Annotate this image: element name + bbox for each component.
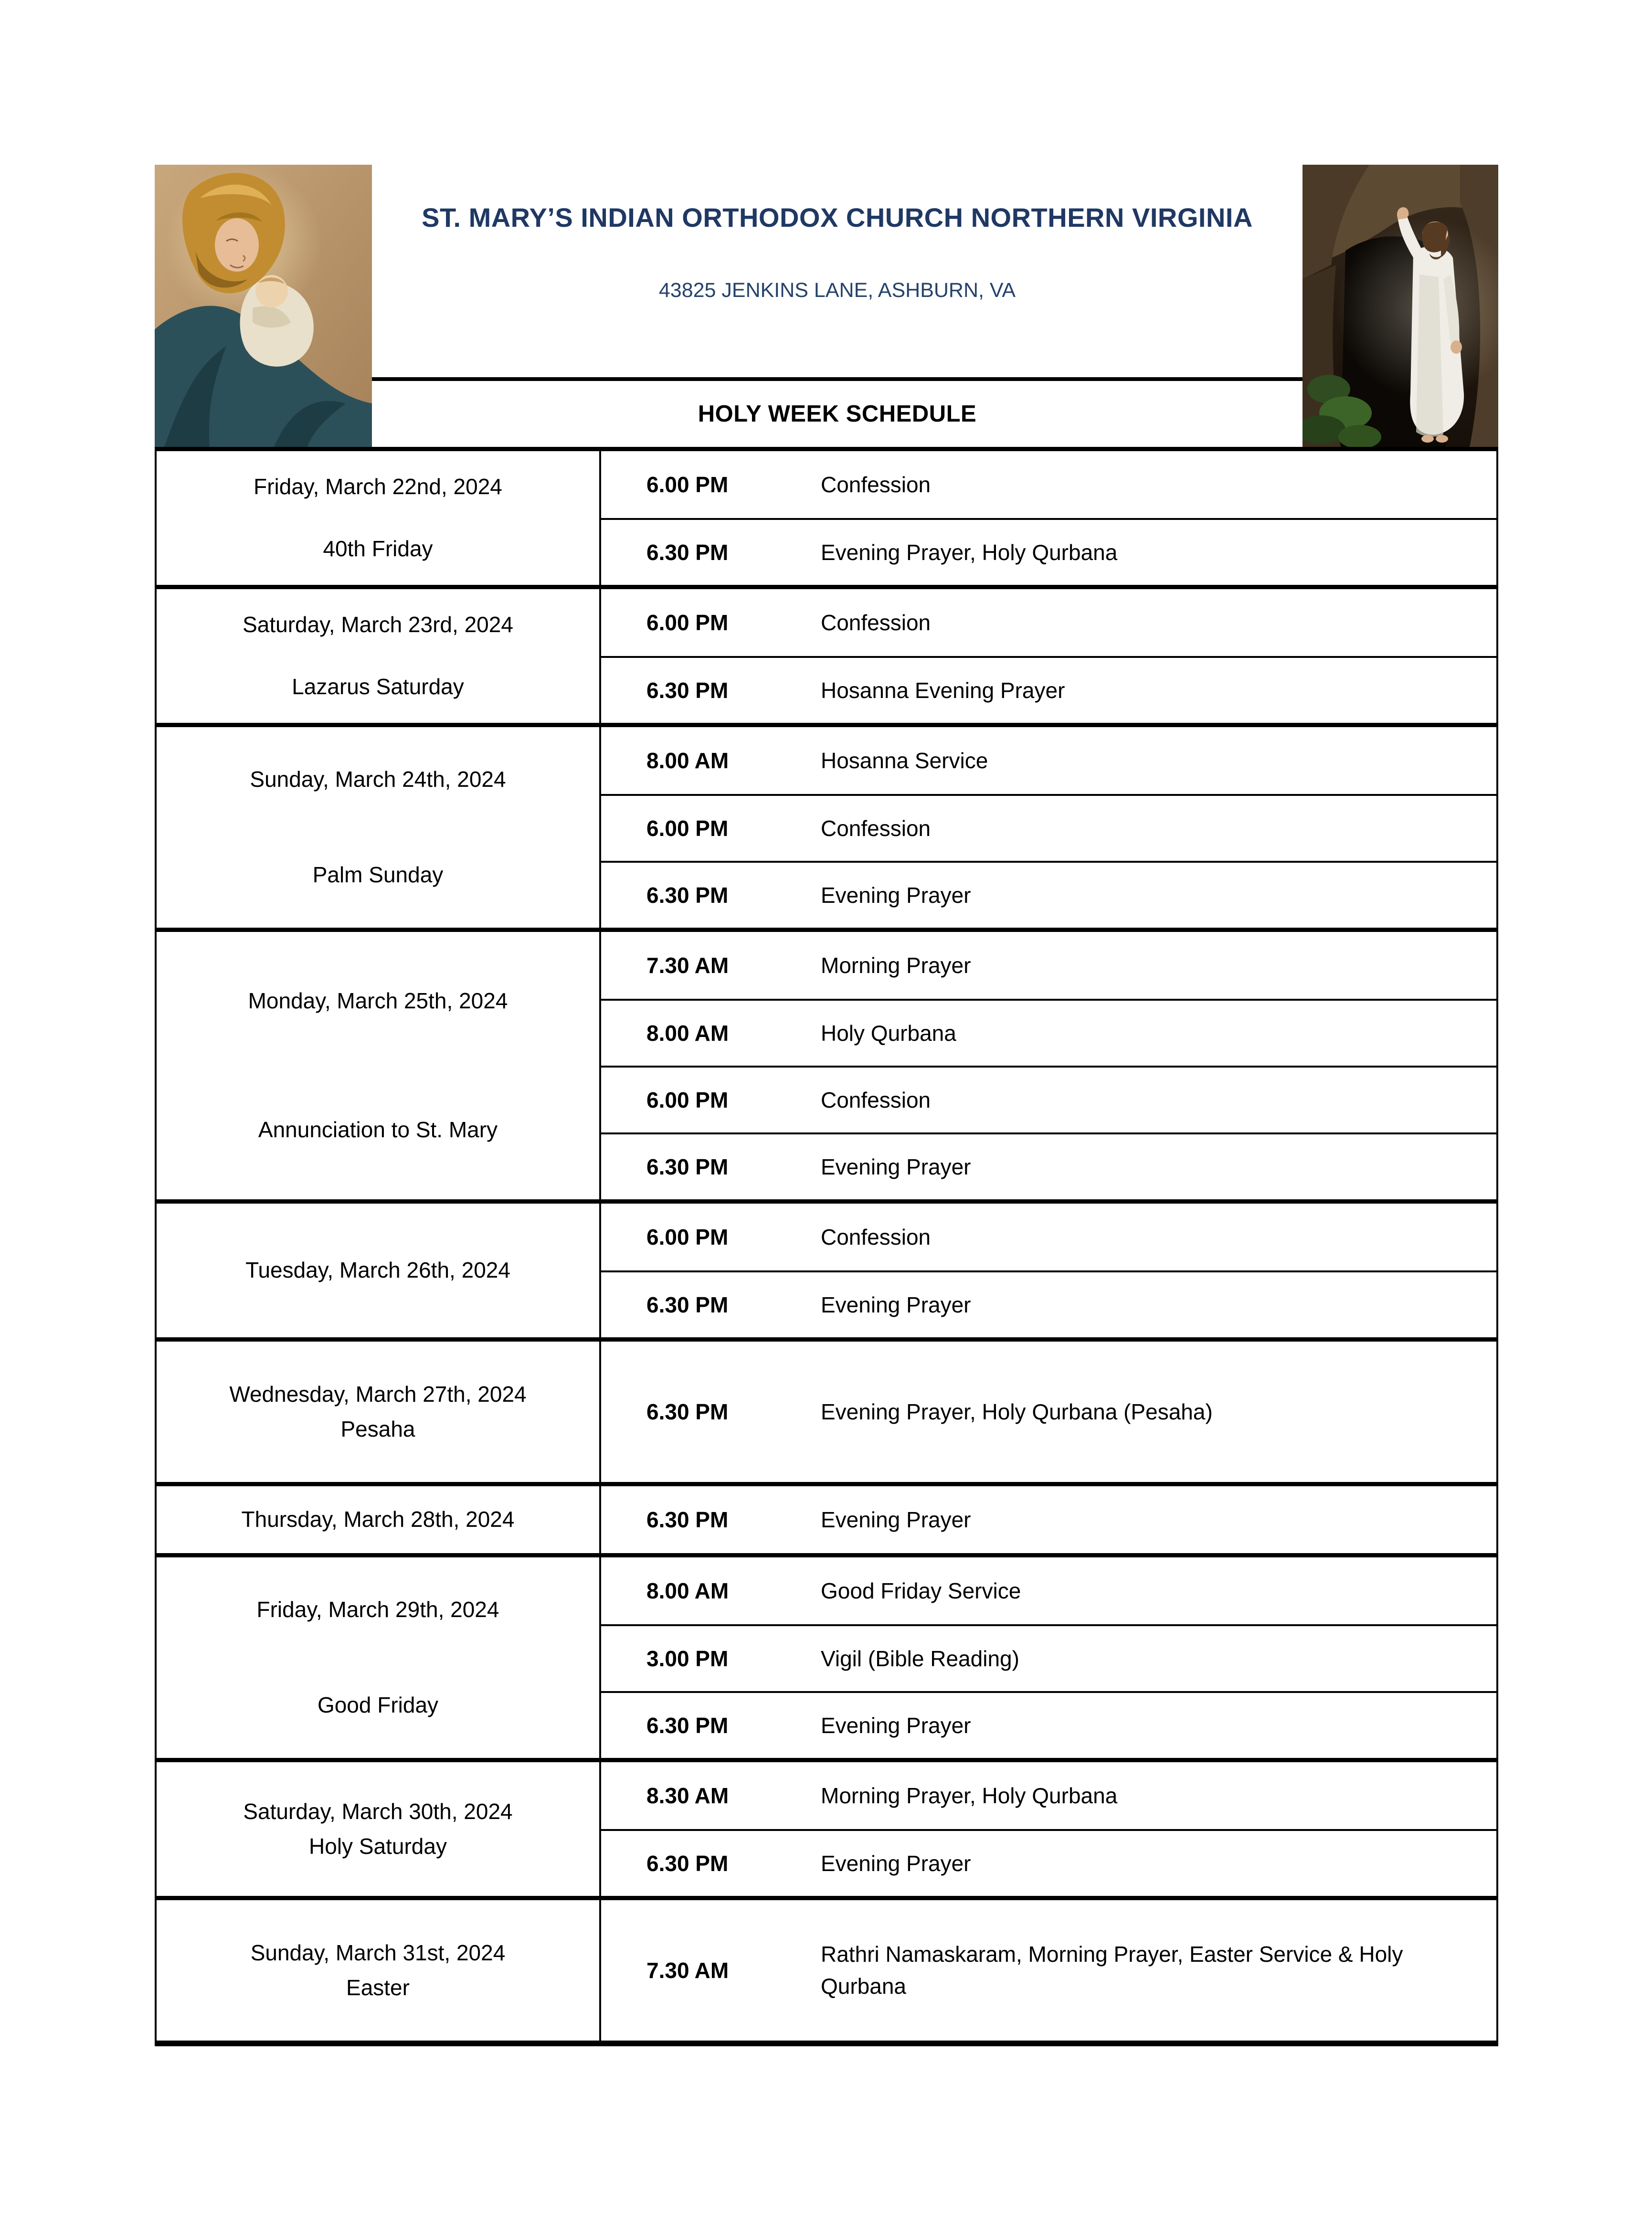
- service-time: 8.00 AM: [646, 1021, 729, 1046]
- service-row: [601, 1691, 1496, 1758]
- group-subtitle: Pesaha: [340, 1417, 415, 1441]
- schedule-group: [157, 1553, 1496, 1758]
- service-rows: [601, 1342, 1496, 1482]
- service-row: [601, 1486, 1496, 1553]
- service-event: Rathri Namaskaram, Morning Prayer, Easter Service & Holy Qurbana: [821, 1942, 1403, 1999]
- service-row: [601, 1829, 1496, 1896]
- service-time: 6.30 PM: [646, 1292, 729, 1317]
- service-time: 6.00 PM: [646, 1225, 729, 1249]
- service-event: Hosanna Service: [821, 748, 988, 773]
- service-event: Evening Prayer: [821, 1154, 971, 1179]
- service-row: [601, 999, 1496, 1066]
- service-row: [601, 861, 1496, 928]
- group-date: Friday, March 22nd, 2024: [254, 474, 502, 499]
- title-zone: [372, 165, 1303, 377]
- service-event: Confession: [821, 1087, 931, 1112]
- schedule-group: [157, 1758, 1496, 1896]
- service-rows: [601, 1486, 1496, 1553]
- group-subtitle: Lazarus Saturday: [292, 674, 464, 699]
- schedule-group: [157, 451, 1496, 585]
- group-date: Thursday, March 28th, 2024: [241, 1507, 515, 1532]
- group-date: Tuesday, March 26th, 2024: [245, 1258, 510, 1283]
- service-event: Morning Prayer: [821, 952, 971, 978]
- service-event: Morning Prayer, Holy Qurbana: [821, 1783, 1118, 1808]
- service-time: 6.00 PM: [646, 1088, 729, 1112]
- schedule-group: [157, 928, 1496, 1199]
- service-event: Evening Prayer: [821, 1713, 971, 1738]
- service-time: 3.00 PM: [646, 1646, 729, 1671]
- service-time: 8.00 AM: [646, 1578, 729, 1603]
- service-row: [601, 1270, 1496, 1337]
- group-subtitle: Palm Sunday: [312, 862, 444, 888]
- group-subtitle: Annunciation to St. Mary: [258, 1117, 498, 1142]
- date-cell: [157, 1762, 601, 1896]
- service-rows: [601, 1762, 1496, 1896]
- date-cell: [157, 1342, 601, 1482]
- group-subtitle: Easter: [346, 1975, 410, 2000]
- schedule-group: [157, 1337, 1496, 1482]
- date-cell: [157, 1486, 601, 1553]
- service-time: 6.30 PM: [646, 883, 729, 908]
- date-cell: [157, 589, 601, 723]
- schedule-table: [155, 447, 1498, 2046]
- service-row: [601, 727, 1496, 794]
- group-date: Wednesday, March 27th, 2024: [229, 1381, 527, 1407]
- service-time: 6.00 PM: [646, 472, 729, 497]
- service-row: [601, 656, 1496, 723]
- service-time: 8.30 AM: [646, 1783, 729, 1808]
- date-cell: [157, 1900, 601, 2041]
- group-date: Saturday, March 23rd, 2024: [243, 612, 513, 637]
- service-event: Confession: [821, 610, 931, 635]
- service-rows: [601, 727, 1496, 928]
- service-row: [601, 1900, 1496, 2041]
- group-date: Saturday, March 30th, 2024: [243, 1798, 513, 1824]
- schedule-group: [157, 723, 1496, 928]
- document-header: [155, 165, 1498, 447]
- service-time: 6.00 PM: [646, 610, 729, 635]
- schedule-group: [157, 1482, 1496, 1553]
- schedule-group: [157, 1896, 1496, 2041]
- service-event: Evening Prayer: [821, 1851, 971, 1876]
- service-row: [601, 1204, 1496, 1270]
- schedule-title-row: [372, 377, 1303, 447]
- service-event: Evening Prayer: [821, 1507, 971, 1532]
- group-subtitle: 40th Friday: [323, 536, 433, 561]
- service-event: Evening Prayer: [821, 1292, 971, 1317]
- service-time: 6.30 PM: [646, 1851, 729, 1876]
- jesus-resurrection-image: [1303, 165, 1498, 447]
- resurrection-illustration: [1303, 165, 1498, 447]
- service-row: [601, 794, 1496, 861]
- service-time: 6.30 PM: [646, 1507, 729, 1532]
- service-event: Evening Prayer, Holy Qurbana: [821, 539, 1118, 565]
- service-time: 6.30 PM: [646, 1154, 729, 1179]
- service-row: [601, 589, 1496, 656]
- group-subtitle: Good Friday: [317, 1693, 439, 1718]
- group-date: Sunday, March 31st, 2024: [250, 1940, 506, 1965]
- schedule-group: [157, 1199, 1496, 1337]
- service-time: 6.30 PM: [646, 1713, 729, 1738]
- service-row: [601, 1762, 1496, 1829]
- service-row: [601, 1557, 1496, 1624]
- church-name: ST. MARY’S INDIAN ORTHODOX CHURCH NORTHERN VIRGINIA: [422, 202, 1253, 233]
- date-cell: [157, 451, 601, 585]
- service-event: Good Friday Service: [821, 1578, 1021, 1603]
- service-rows: [601, 1900, 1496, 2041]
- service-time: 8.00 AM: [646, 748, 729, 773]
- service-row: [601, 1624, 1496, 1691]
- service-event: Vigil (Bible Reading): [821, 1646, 1019, 1671]
- service-rows: [601, 451, 1496, 585]
- service-event: Confession: [821, 1224, 931, 1249]
- madonna-and-child-image: [155, 165, 372, 447]
- service-row: [601, 1066, 1496, 1132]
- schedule-title: HOLY WEEK SCHEDULE: [698, 401, 977, 427]
- service-row: [601, 932, 1496, 999]
- service-rows: [601, 589, 1496, 723]
- service-event: Evening Prayer: [821, 882, 971, 908]
- group-date: Friday, March 29th, 2024: [256, 1597, 499, 1622]
- madonna-and-child-illustration: [155, 165, 372, 447]
- date-cell: [157, 1557, 601, 1758]
- group-date: Monday, March 25th, 2024: [248, 988, 508, 1014]
- schedule-group: [157, 585, 1496, 723]
- date-cell: [157, 727, 601, 928]
- service-event: Holy Qurbana: [821, 1020, 956, 1046]
- date-cell: [157, 932, 601, 1199]
- service-event: Confession: [821, 472, 931, 497]
- service-event: Hosanna Evening Prayer: [821, 677, 1065, 703]
- service-time: 6.30 PM: [646, 540, 729, 565]
- church-address: 43825 JENKINS LANE, ASHBURN, VA: [658, 279, 1016, 302]
- service-row: [601, 1342, 1496, 1482]
- service-rows: [601, 932, 1496, 1199]
- group-date: Sunday, March 24th, 2024: [250, 767, 506, 792]
- date-cell: [157, 1204, 601, 1337]
- service-time: 7.30 AM: [646, 1958, 729, 1983]
- service-rows: [601, 1557, 1496, 1758]
- group-subtitle: Holy Saturday: [309, 1834, 447, 1859]
- service-event: Evening Prayer, Holy Qurbana (Pesaha): [821, 1399, 1213, 1424]
- service-time: 7.30 AM: [646, 953, 729, 978]
- service-time: 6.30 PM: [646, 1399, 729, 1424]
- header-text-block: [372, 165, 1303, 447]
- service-rows: [601, 1204, 1496, 1337]
- service-time: 6.30 PM: [646, 678, 729, 703]
- service-event: Confession: [821, 815, 931, 841]
- service-row: [601, 1132, 1496, 1199]
- service-time: 6.00 PM: [646, 816, 729, 841]
- service-row: [601, 451, 1496, 518]
- service-row: [601, 518, 1496, 585]
